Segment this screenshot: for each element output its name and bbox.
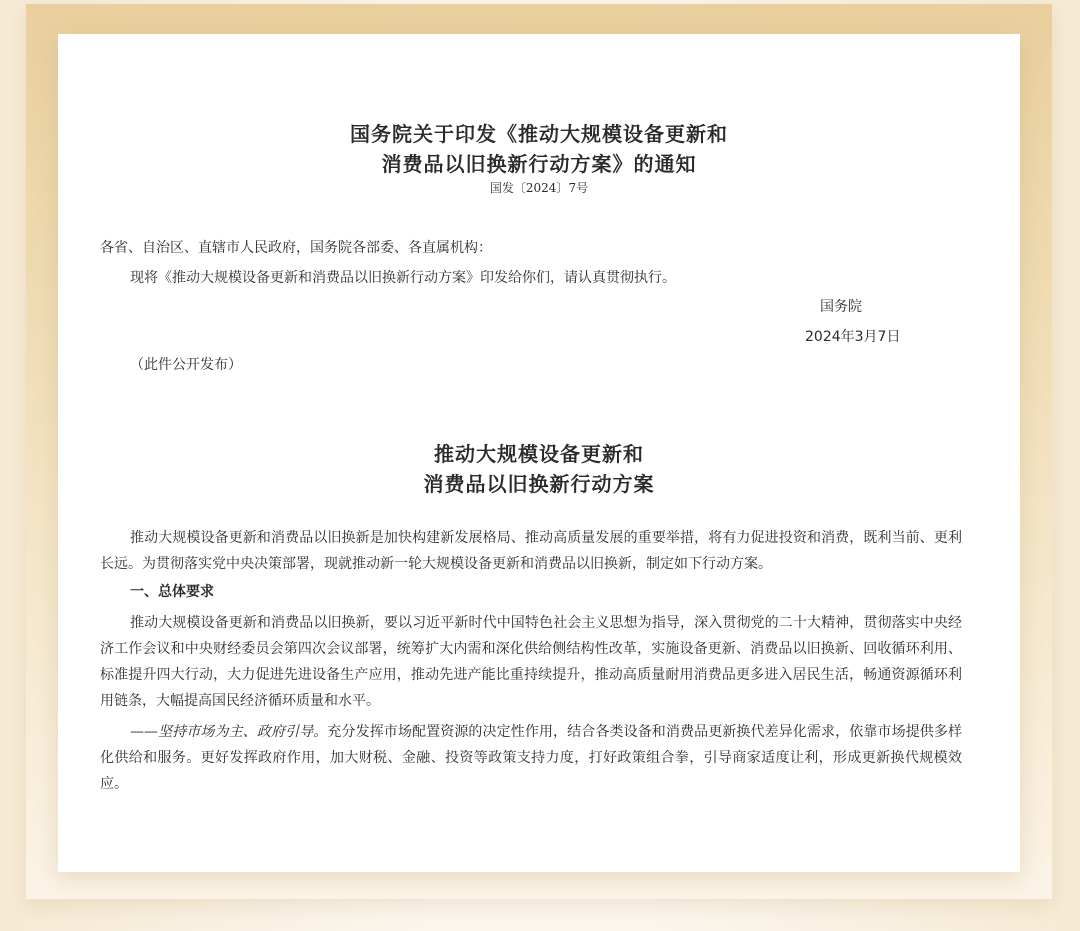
- plan-title-line2: 消费品以旧换新行动方案: [423, 472, 655, 496]
- general-requirements-paragraph: 推动大规模设备更新和消费品以旧换新，要以习近平新时代中国特色社会主义思想为指导，深入贯彻党的二十大精神，贯彻落实中央经济工作会议和中央财经委员会第四次会议部署，统筹扩大内需和深化供给侧结构性改革，实施设备更新、消费品以旧换新、回收循环利用、标准提升四大行动，大力促进先进设备生产应用，推动先进产能比重持续提升，推动高质量耐用消费品更多进入居民生活，畅通资源循环利用链条，大幅提高国民经济循环质量和水平。: [100, 615, 962, 709]
- notice-paragraph: 现将《推动大规模设备更新和消费品以旧换新行动方案》印发给你们，请认真贯彻执行。: [130, 270, 676, 286]
- section-heading-general-requirements: 一、总体要求: [130, 584, 214, 600]
- plan-title-line1: 推动大规模设备更新和: [434, 442, 644, 466]
- notice-title-line1: 国务院关于印发《推动大规模设备更新和: [350, 122, 728, 146]
- addressees: 各省、自治区、直辖市人民政府，国务院各部委、各直属机构：: [100, 240, 492, 256]
- plan-intro-paragraph: 推动大规模设备更新和消费品以旧换新是加快构建新发展格局、推动高质量发展的重要举措，将有力促进投资和消费，既利当前、更利长远。为贯彻落实党中央决策部署，现就推动新一轮大规模设备更新和消费品以旧换新，制定如下行动方案。: [100, 530, 962, 572]
- signature: 国务院: [820, 299, 862, 315]
- principle-paragraph: [100, 719, 962, 797]
- principle-text: 充分发挥市场配置资源的决定性作用，结合各类设备和消费品更新换代差异化需求，依靠市场提供多样化供给和服务。更好发挥政府作用，加大财税、金融、投资等政策支持力度，打好政策组合拳，引导商家适度让利，形成更新换代规模效应。: [100, 724, 963, 792]
- issue-date: 2024年3月7日: [805, 329, 901, 345]
- document-page: [58, 34, 1020, 872]
- publication-note: （此件公开发布）: [130, 357, 242, 373]
- document-number: 国发〔2024〕7号: [489, 181, 589, 195]
- notice-title-line2: 消费品以旧换新行动方案》的通知: [381, 152, 697, 176]
- principle-emphasis: ——坚持市场为主、政府引导。: [130, 724, 328, 740]
